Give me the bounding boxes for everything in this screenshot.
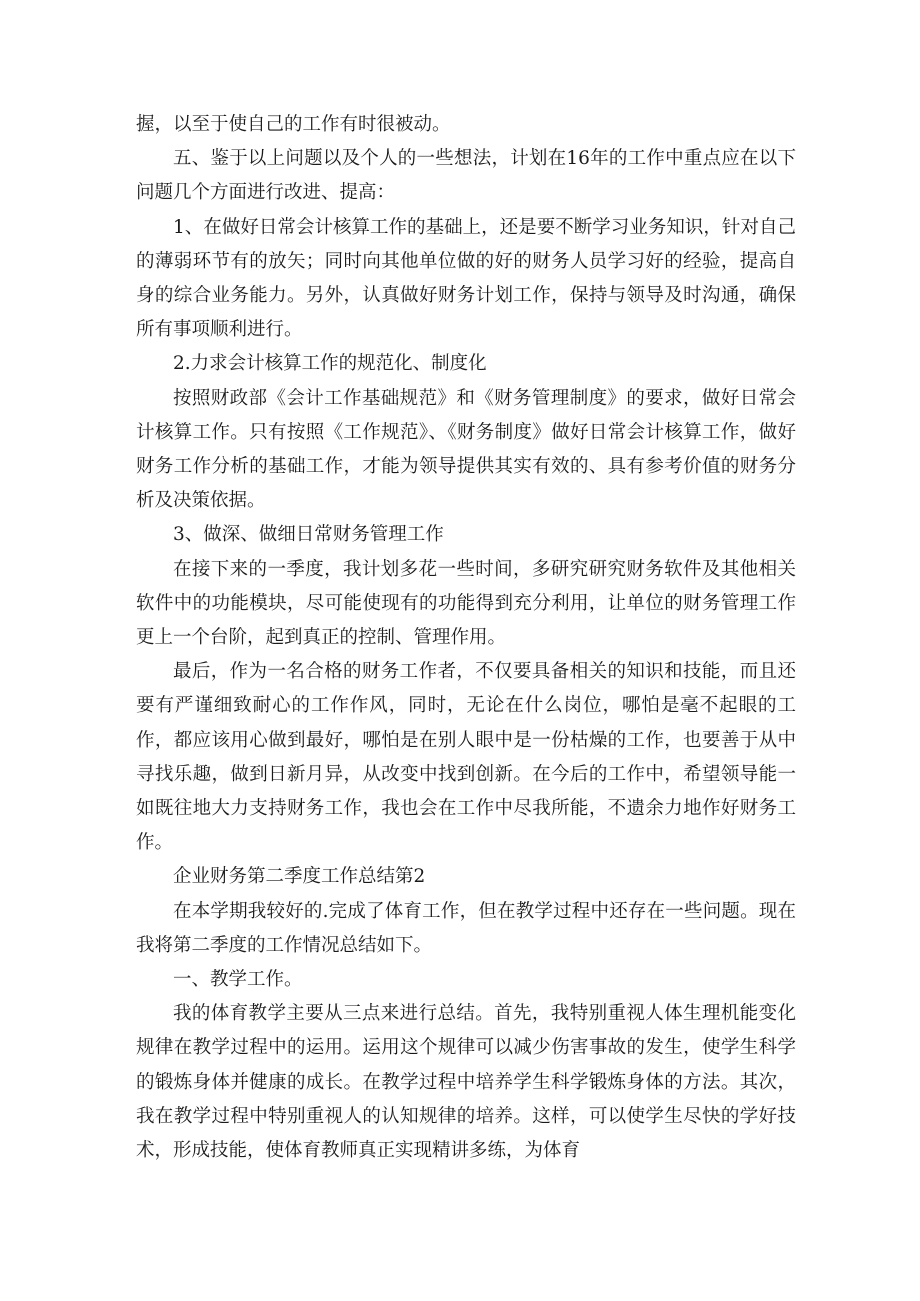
paragraph-item-two-body: 按照财政部《会计工作基础规范》和《财务管理制度》的要求，做好日常会计核算工作。只有按照《工作规范》、《财务制度》做好日常会计核算工作，做好财务工作分析的基础工作，才能为领导提供其实有效的、具有参考价值的财务分析及决策依据。 xyxy=(136,387,796,512)
paragraph-item-three-heading: 3、做深、做细日常财务管理工作 xyxy=(173,524,444,546)
paragraph-teaching-body: 我的体育教学主要从三点来进行总结。首先，我特别重视人体生理机能变化规律在教学过程中的运用。运用这个规律可以减少伤害事故的发生，使学生科学的锻炼身体并健康的成长。在教学过程中培养学生科学锻炼身体的方法。其次，我在教学过程中特别重视人的认知规律的培养。这样，可以使学生尽快的学好技术，形成技能，使体育教师真正实现精讲多练，为体育 xyxy=(136,1003,796,1162)
paragraph-continuation: 握，以至于使自己的工作有时很被动。 xyxy=(136,114,451,135)
paragraph-intro-part-two: 在本学期我较好的.完成了体育工作，但在教学过程中还存在一些问题。现在我将第二季度的工作情况总结如下。 xyxy=(136,900,796,956)
paragraph-item-two-heading: 2.力求会计核算工作的规范化、制度化 xyxy=(173,353,487,375)
paragraph-conclusion: 最后，作为一名合格的财务工作者，不仅要具备相关的知识和技能，而且还要有严谨细致耐心的工作作风，同时，无论在什么岗位，哪怕是毫不起眼的工作，都应该用心做到最好，哪怕是在别人眼中是一份枯燥的工作，也要善于从中寻找乐趣，做到日新月异，从改变中找到创新。在今后的工作中，希望领导能一如既往地大力支持财务工作，我也会在工作中尽我所能，不遗余力地作好财务工作。 xyxy=(136,661,796,854)
paragraph-teaching-heading: 一、教学工作。 xyxy=(173,969,303,991)
paragraph-title-part-two: 企业财务第二季度工作总结第2 xyxy=(173,866,426,888)
paragraph-section-five: 五、鉴于以上问题以及个人的一些想法，计划在16年的工作中重点应在以下问题几个方面进行改进、提高： xyxy=(136,148,796,204)
paragraph-item-three-body: 在接下来的一季度，我计划多花一些时间，多研究研究财务软件及其他相关软件中的功能模块，尽可能使现有的功能得到充分利用，让单位的财务管理工作更上一个台阶，起到真正的控制、管理作用。 xyxy=(136,558,796,649)
document-body xyxy=(136,108,796,1168)
paragraph-item-one: 1、在做好日常会计核算工作的基础上，还是要不断学习业务知识，针对自己的薄弱环节有的放矢；同时向其他单位做的好的财务人员学习好的经验，提高自身的综合业务能力。另外，认真做好财务计划工作，保持与领导及时沟通，确保所有事项顺利进行。 xyxy=(136,216,796,341)
